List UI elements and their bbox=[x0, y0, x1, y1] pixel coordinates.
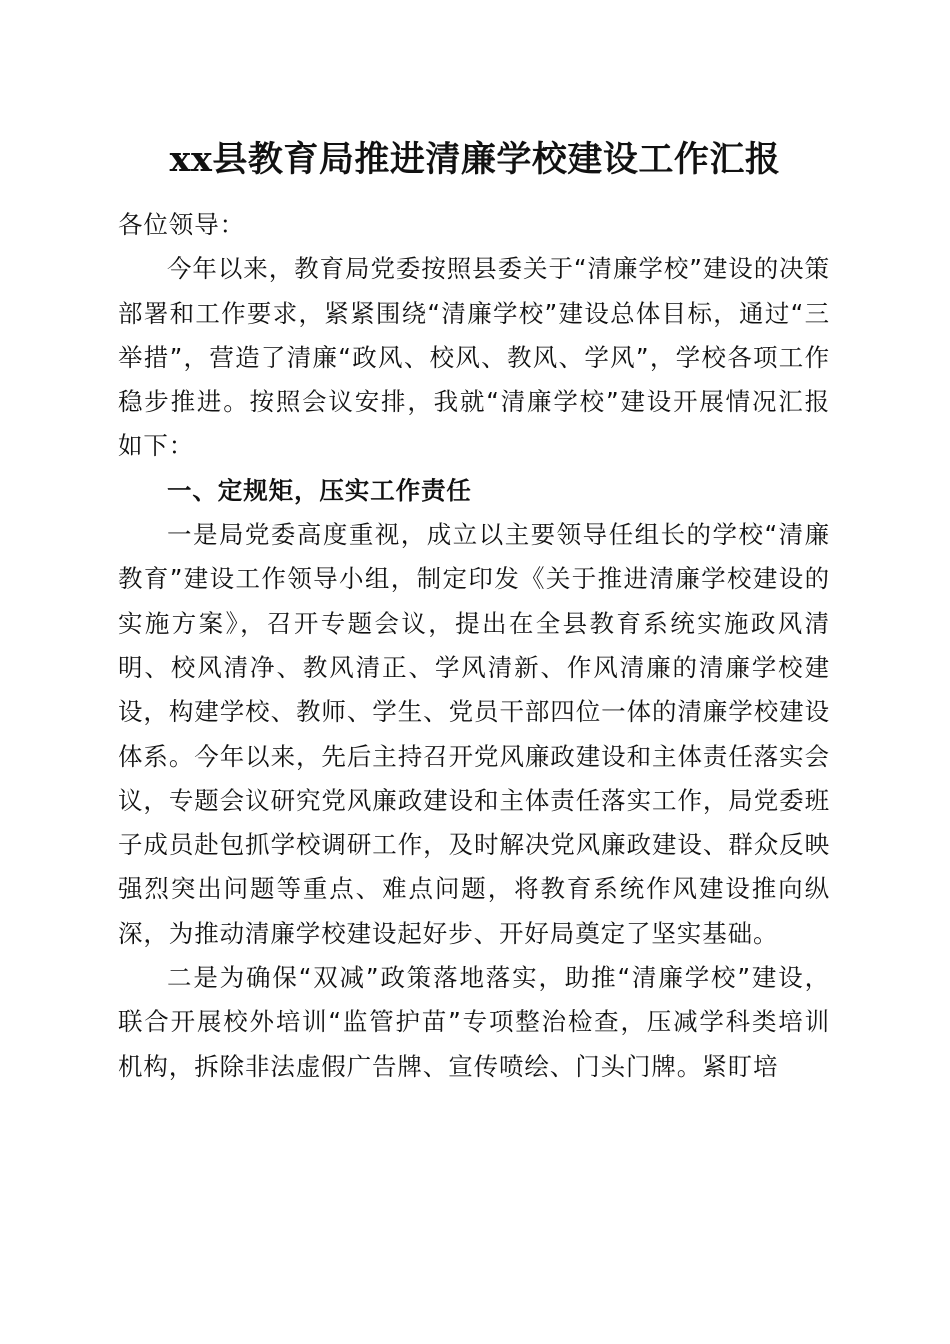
document-title: xx县教育局推进清廉学校建设工作汇报 bbox=[169, 139, 781, 180]
paragraph-item-2: 二是为确保“双减”政策落地落实，助推“清廉学校”建设，联合开展校外培训“监管护苗”专项整治检查，压减学科类培训机构，拆除非法虚假广告牌、宣传喷绘、门头门牌。紧盯培 bbox=[118, 963, 830, 1081]
document-body bbox=[118, 203, 830, 1089]
intro-paragraph: 今年以来，教育局党委按照县委关于“清廉学校”建设的决策部署和工作要求，紧紧围绕“清廉学校”建设总体目标，通过“三举措”，营造了清廉“政风、校风、教风、学风”，学校各项工作稳步推进。按照会议安排，我就“清廉学校”建设开展情况汇报如下： bbox=[118, 254, 830, 461]
paragraph-item-1: 一是局党委高度重视，成立以主要领导任组长的学校“清廉教育”建设工作领导小组，制定印发《关于推进清廉学校建设的实施方案》，召开专题会议，提出在全县教育系统实施政风清明、校风清净、教风清正、学风清新、作风清廉的清廉学校建设，构建学校、教师、学生、党员干部四位一体的清廉学校建设体系。今年以来，先后主持召开党风廉政建设和主体责任落实会议，专题会议研究党风廉政建设和主体责任落实工作，局党委班子成员赴包抓学校调研工作，及时解决党风廉政建设、群众反映强烈突出问题等重点、难点问题，将教育系统作风建设推向纵深，为推动清廉学校建设起好步、开好局奠定了坚实基础。 bbox=[118, 520, 830, 948]
section-heading-1: 一、定规矩，压实工作责任 bbox=[167, 475, 472, 505]
salutation: 各位领导： bbox=[118, 210, 245, 239]
